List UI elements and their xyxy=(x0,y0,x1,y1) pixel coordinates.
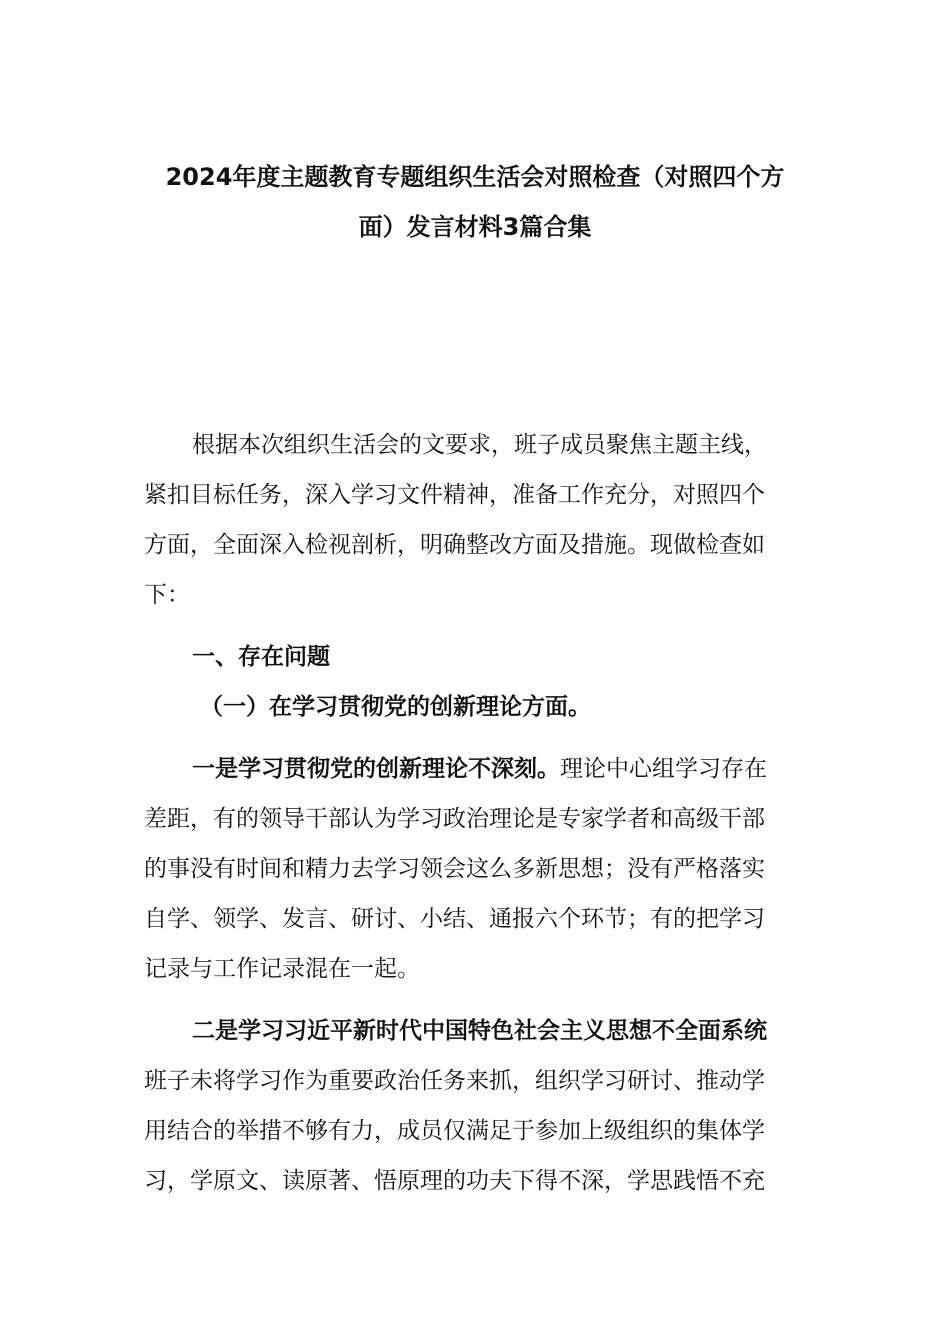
title-line-2: 面）发言材料3篇合集 xyxy=(358,213,592,241)
intro-line: 紧扣目标任务，深入学习文件精神，准备工作充分，对照四个 xyxy=(144,482,765,508)
title-line-1: 2024年度主题教育专题组织生活会对照检查（对照四个方 xyxy=(165,163,785,191)
point-line: 记录与工作记录混在一起。 xyxy=(144,956,420,982)
intro-line: 下： xyxy=(144,582,190,608)
subsection-heading: （一）在学习贯彻党的创新理论方面。 xyxy=(200,694,591,720)
point-line: 班子未将学习作为重要政治任务来抓，组织学习研讨、推动学 xyxy=(144,1068,765,1094)
point-text: 理论中心组学习存在 xyxy=(560,756,767,782)
document-body xyxy=(144,420,806,1206)
intro-paragraph xyxy=(144,420,806,620)
document-title xyxy=(100,152,850,252)
point-paragraph-1 xyxy=(144,744,806,994)
point-line: 用结合的举措不够有力，成员仅满足于参加上级组织的集体学 xyxy=(144,1118,765,1144)
section-heading: 一、存在问题 xyxy=(192,644,330,670)
point-paragraph-2 xyxy=(144,1006,806,1206)
point-lead: 一是学习贯彻党的创新理论不深刻。 xyxy=(192,756,560,782)
point-first-line xyxy=(144,744,806,794)
point-lead: 二是学习习近平新时代中国特色社会主义思想不全面系统 xyxy=(192,1018,767,1044)
point-line: 的事没有时间和精力去学习领会这么多新思想；没有严格落实 xyxy=(144,856,765,882)
intro-line: 根据本次组织生活会的文要求，班子成员聚焦主题主线， xyxy=(192,432,767,458)
point-line: 自学、领学、发言、研讨、小结、通报六个环节；有的把学习 xyxy=(144,906,765,932)
intro-line: 方面，全面深入检视剖析，明确整改方面及措施。现做检查如 xyxy=(144,532,765,558)
point-line: 习，学原文、读原著、悟原理的功夫下得不深，学思践悟不充 xyxy=(144,1168,765,1194)
point-line: 差距，有的领导干部认为学习政治理论是专家学者和高级干部 xyxy=(144,806,765,832)
